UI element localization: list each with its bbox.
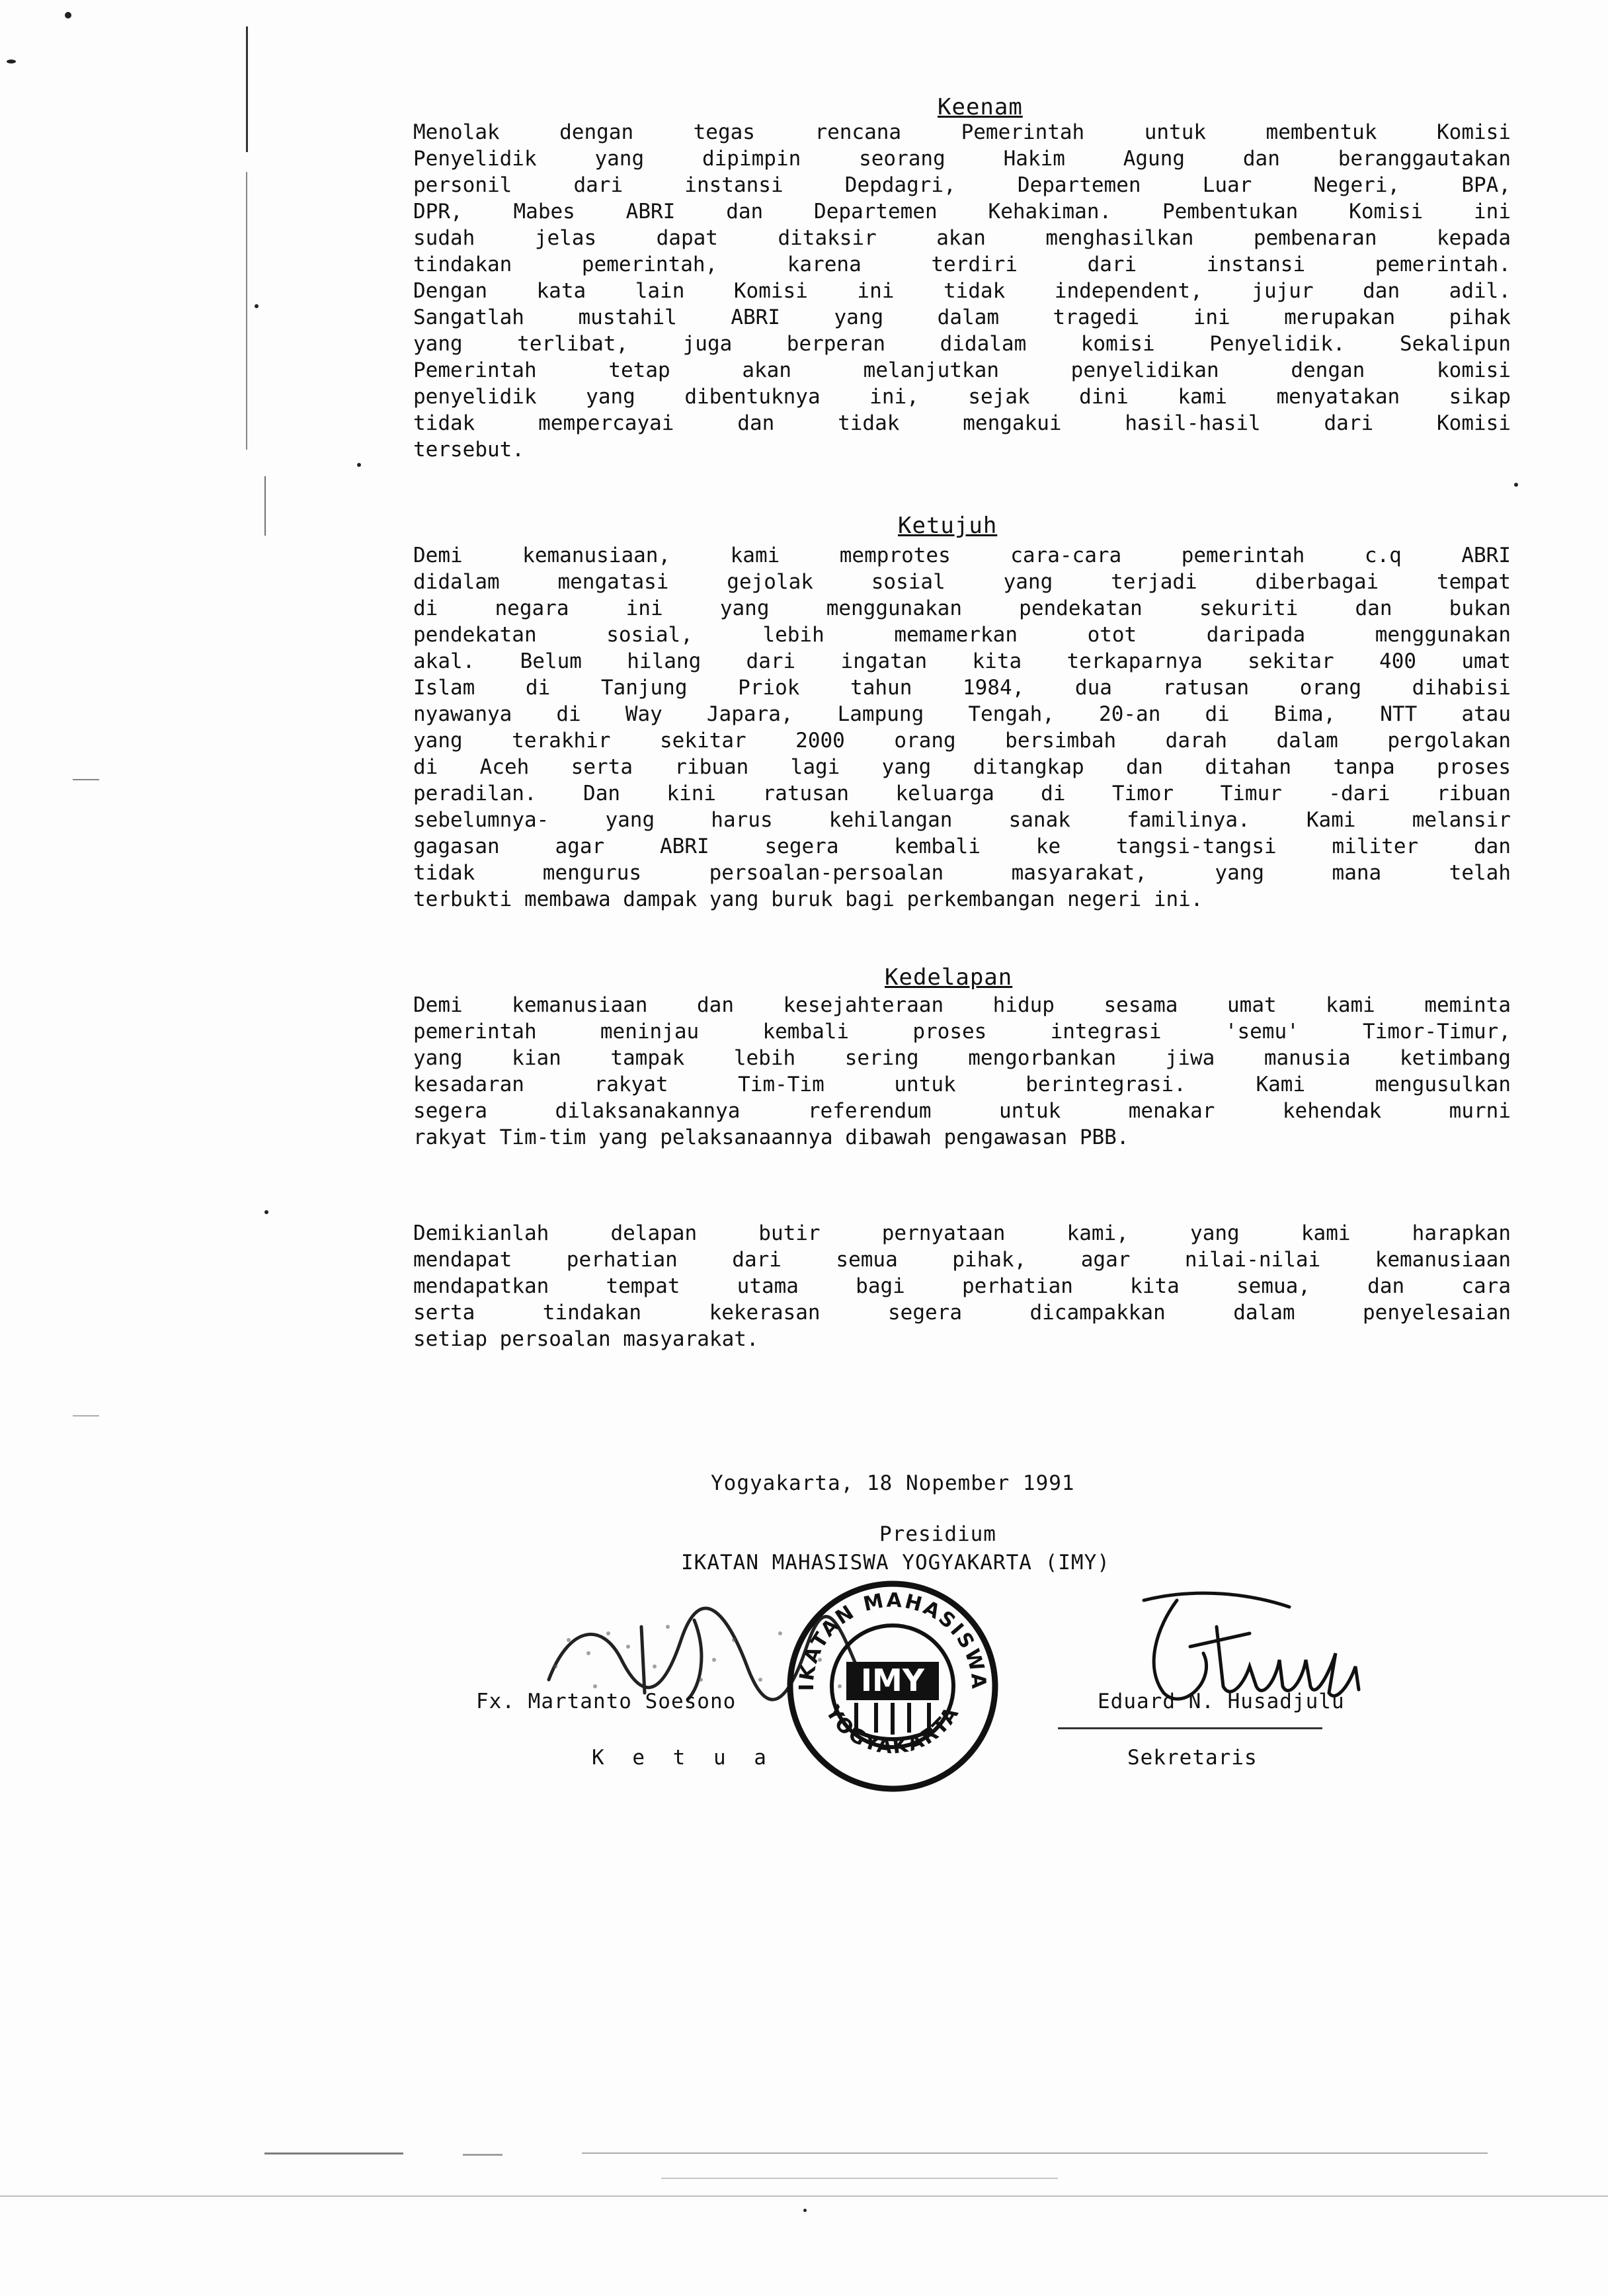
scan-footer-line [582, 2152, 1488, 2154]
text-line: yang kian tampak lebih sering mengorbankan jiwa manusia ketimbang [413, 1046, 1511, 1070]
text-line: Demikianlah delapan butir pernyataan kami, yang kami harapkan [413, 1221, 1511, 1245]
left-margin-rule-mark [264, 476, 266, 536]
text-line: segera dilaksanakannya referendum untuk menakar kehendak murni [413, 1099, 1511, 1123]
text-line: kesadaran rakyat Tim-Tim untuk berintegrasi. Kami mengusulkan [413, 1073, 1511, 1096]
text-line: tidak mengurus persoalan-persoalan masyarakat, yang mana telah [413, 861, 1511, 885]
scan-speck [264, 1210, 268, 1214]
text-line: tidak mempercayai dan tidak mengakui hasil-hasil dari Komisi [413, 411, 1511, 435]
scan-footer-line [463, 2154, 502, 2156]
left-margin-rule [246, 26, 248, 152]
section-heading-keenam: Keenam [938, 94, 1023, 120]
left-margin-rule-lower [246, 172, 247, 450]
scan-speck [1514, 483, 1518, 487]
text-line: DPR, Mabes ABRI dan Departemen Kehakiman. Pembentukan Komisi ini [413, 200, 1511, 224]
organization-seal [784, 1577, 1002, 1795]
scan-footer-line [264, 2152, 403, 2154]
seal-top-text: IKATAN MAHASISWA [795, 1588, 990, 1692]
text-line: peradilan. Dan kini ratusan keluarga di Timor Timur -dari ribuan [413, 782, 1511, 805]
scan-footer-line [661, 2178, 1058, 2179]
right-signatory-name: Eduard N. Husadjulu [1098, 1690, 1345, 1713]
text-line: setiap persoalan masyarakat. [413, 1327, 759, 1351]
seal-bottom-text: YOGYAKARTA [821, 1702, 965, 1759]
text-line: di negara ini yang menggunakan pendekatan sekuriti dan bukan [413, 596, 1511, 620]
text-line: Islam di Tanjung Priok tahun 1984, dua ratusan orang dihabisi [413, 676, 1511, 700]
text-line: terbukti membawa dampak yang buruk bagi perkembangan negeri ini. [413, 887, 1203, 911]
scan-speck [65, 12, 71, 19]
text-line: yang terakhir sekitar 2000 orang bersimbah darah dalam pergolakan [413, 729, 1511, 753]
scan-dash [73, 779, 99, 780]
right-signature-line [1058, 1727, 1322, 1729]
scan-speck [803, 2209, 807, 2212]
text-line: Penyelidik yang dipimpin seorang Hakim Agung dan beranggautakan [413, 147, 1511, 171]
text-line: pemerintah meninjau kembali proses integrasi 'semu' Timor-Timur, [413, 1020, 1511, 1044]
left-signatory-name: Fx. Martanto Soesono [476, 1690, 737, 1713]
text-line: yang terlibat, juga berperan didalam komisi Penyelidik. Sekalipun [413, 332, 1511, 356]
text-line: Dengan kata lain Komisi ini tidak independent, jujur dan adil. [413, 279, 1511, 303]
section-heading-ketujuh: Ketujuh [898, 512, 998, 539]
text-line: rakyat Tim-tim yang pelaksanaannya dibawah pengawasan PBB. [413, 1126, 1129, 1149]
seal-center-text: IMY [860, 1662, 925, 1698]
paragraph-ketujuh [413, 542, 1511, 913]
text-line: Sangatlah mustahil ABRI yang dalam tragedi ini merupakan pihak [413, 306, 1511, 329]
text-line: Demi kemanusiaan, kami memprotes cara-cara pemerintah c.q ABRI [413, 544, 1511, 567]
scan-speck [7, 60, 16, 63]
scan-footer-line [0, 2195, 1608, 2197]
text-line: pendekatan sosial, lebih memamerkan otot daripada menggunakan [413, 623, 1511, 647]
paragraph-kedelapan [413, 992, 1511, 1151]
paragraph-keenam [413, 119, 1511, 463]
right-signatory-role: Sekretaris [1127, 1746, 1258, 1770]
text-line: serta tindakan kekerasan segera dicampakkan dalam penyelesaian [413, 1301, 1511, 1325]
text-line: penyelidik yang dibentuknya ini, sejak dini kami menyatakan sikap [413, 385, 1511, 409]
scan-speck [255, 304, 259, 308]
scan-dash [73, 1415, 99, 1416]
paragraph-closing [413, 1220, 1511, 1352]
presidium-label: Presidium [879, 1522, 996, 1546]
text-line: gagasan agar ABRI segera kembali ke tangsi-tangsi militer dan [413, 835, 1511, 858]
text-line: sebelumnya- yang harus kehilangan sanak familinya. Kami melansir [413, 808, 1511, 832]
text-line: di Aceh serta ribuan lagi yang ditangkap dan ditahan tanpa proses [413, 755, 1511, 779]
text-line: mendapat perhatian dari semua pihak, agar nilai-nilai kemanusiaan [413, 1248, 1511, 1272]
section-heading-kedelapan: Kedelapan [885, 964, 1013, 991]
place-date: Yogyakarta, 18 Nopember 1991 [711, 1471, 1075, 1495]
text-line: sudah jelas dapat ditaksir akan menghasilkan pembenaran kepada [413, 226, 1511, 250]
scan-speck [357, 463, 361, 467]
text-line: tindakan pemerintah, karena terdiri dari instansi pemerintah. [413, 253, 1511, 276]
text-line: nyawanya di Way Japara, Lampung Tengah, 20-an di Bima, NTT atau [413, 702, 1511, 726]
organization-name: IKATAN MAHASISWA YOGYAKARTA (IMY) [681, 1551, 1110, 1575]
text-line: didalam mengatasi gejolak sosial yang terjadi diberbagai tempat [413, 570, 1511, 594]
text-line: tersebut. [413, 438, 524, 462]
text-line: Menolak dengan tegas rencana Pemerintah untuk membentuk Komisi [413, 120, 1511, 144]
text-line: personil dari instansi Depdagri, Departemen Luar Negeri, BPA, [413, 173, 1511, 197]
text-line: Pemerintah tetap akan melanjutkan penyelidikan dengan komisi [413, 358, 1511, 382]
text-line: Demi kemanusiaan dan kesejahteraan hidup sesama umat kami meminta [413, 993, 1511, 1017]
text-line: mendapatkan tempat utama bagi perhatian kita semua, dan cara [413, 1274, 1511, 1298]
text-line: akal. Belum hilang dari ingatan kita terkaparnya sekitar 400 umat [413, 649, 1511, 673]
left-signatory-role: K e t u a [592, 1746, 774, 1770]
